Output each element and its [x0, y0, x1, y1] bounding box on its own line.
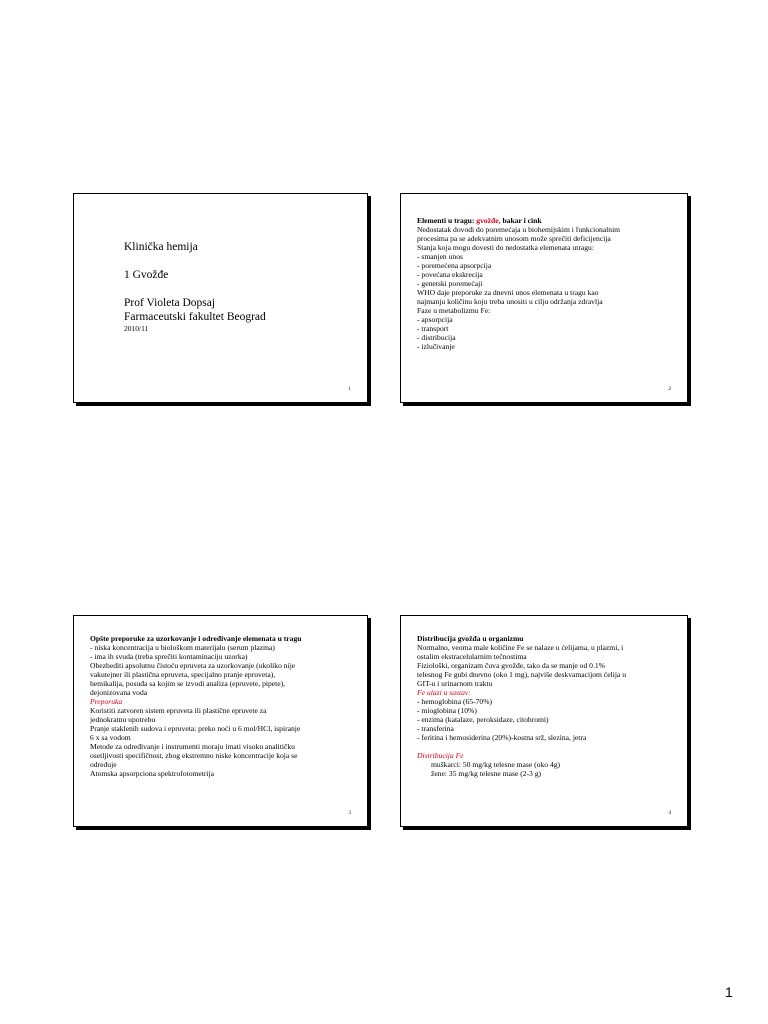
text-line: Obezbediti apsolutnu čistoću epruveta za uzorkovanje (ukoliko nije [90, 661, 296, 670]
text-line: - enzima (katalaze, peroksidaze, citohromi) [417, 715, 549, 724]
slide-content [417, 634, 677, 778]
red-label: Fe ulazi u sastav: [417, 688, 471, 697]
text-line: - transferina [417, 724, 454, 733]
slide-content [417, 216, 677, 351]
text-line: WHO daje preporuke za dnevni unos elemenata u tragu kao [417, 288, 599, 297]
text-line: ostalim ekstracelularnim tečnostima [417, 652, 527, 661]
text-line: Pranje staklenih sudova i epruveta: preko noći u 6 mol/HCl, ispiranje [90, 724, 301, 733]
year: 2010/11 [124, 324, 149, 333]
text-line: određuje [90, 760, 117, 769]
slide-heading: Opšte preporuke za uzorkovanje i određivanje elemenata u tragu [90, 634, 302, 643]
text-line: - transport [417, 324, 449, 333]
text-line: - apsorpcija [417, 315, 453, 324]
slide-heading [417, 216, 677, 225]
slide-2 [400, 193, 688, 403]
text-line: - izlučivanje [417, 342, 455, 351]
text-line: Nedostatak dovodi do poremećaja u biohemijskim i funkcionalnim [417, 225, 621, 234]
text-line: - niska koncentracija u biološkom materijalu (serum plazma) [90, 643, 275, 652]
heading-highlight: gvožđe, [476, 216, 501, 225]
slide-4 [400, 615, 688, 827]
text-line: Metode za određivanje i instrumenti moraju imati visoku analitičku [90, 742, 295, 751]
text-line: 6 x sa vodom [90, 733, 131, 742]
slide-number: 1 [348, 387, 351, 392]
text-line: - feritina i hemosiderina (20%)-kostna srž, slezina, jetra [417, 733, 587, 742]
text-line: telesnog Fe gubi dnevno (oko 1 mg), najviše deskvamacijom ćelija u [417, 670, 626, 679]
red-label: Distribucija Fe [417, 751, 464, 760]
text-line: osetljivosti specifičnost, zbog ekstremno niske koncentracije koja se [90, 751, 298, 760]
heading-prefix: Elementi u tragu: [417, 216, 477, 225]
text-line: Normalno, veoma male količine Fe se nalaze u ćelijama, u plazmi, i [417, 643, 624, 652]
text-line: jednokratnu upotrebu [90, 715, 156, 724]
text-line: Stanja koja mogu dovesti do nedostatka elemenata utragu: [417, 243, 594, 252]
title-block [124, 240, 266, 333]
slide-heading: Distribucija gvožđa u organizmu [417, 634, 524, 643]
text-line: GIT-u i urinarnom traktu [417, 679, 493, 688]
text-line: - povećana ekskrecija [417, 270, 483, 279]
text-line: vakutejner ili plastična epruveta, specijalno pranje epruveta), [90, 670, 276, 679]
text-line: hemikalija, posuđa sa kojim se izvodi analiza (epruvete, pipete), [90, 679, 286, 688]
text-line: procesima pa se adekvatnim unosom može sprečiti deficijencija [417, 234, 611, 243]
heading-suffix: bakar i cink [500, 216, 542, 225]
text-line: najmanju količinu koju treba unositi u cilju održanja zdravlja [417, 297, 603, 306]
slide-1 [73, 193, 368, 403]
slide-title: Klinička hemija [124, 241, 198, 253]
text-line: - mioglobina (10%) [417, 706, 477, 715]
text-line: dejonizovana voda [90, 688, 148, 697]
text-line: muškarci: 50 mg/kg telesne mase (oko 4g) [431, 760, 561, 769]
text-line: - smanjen unos [417, 252, 463, 261]
page-number: 1 [725, 984, 733, 1000]
text-line: - genetski poremećaji [417, 279, 483, 288]
text-line: - hemoglobina (65-70%) [417, 697, 493, 706]
text-line: Faze u metabolizmu Fe: [417, 306, 491, 315]
institution: Farmaceutski fakultet Beograd [124, 311, 266, 323]
slide-3 [73, 615, 368, 827]
text-line: žene: 35 mg/kg telesne mase (2-3 g) [431, 769, 542, 778]
text-line: - distribucija [417, 333, 456, 342]
slide-number: 3 [348, 811, 351, 816]
text-line: - poremećena apsorpcija [417, 261, 492, 270]
slide-number: 4 [668, 811, 671, 816]
slide-content [90, 634, 357, 778]
text-line: Atomska apsorpciona spektrofotometrija [90, 769, 214, 778]
slide-subtitle: 1 Gvožđe [124, 269, 169, 281]
text-line: - ima ih svuda (treba sprečiti kontaminaciju uzorka) [90, 652, 248, 661]
text-line: Koristiti zatvoren sistem epruveta ili plastične epruvete za [90, 706, 267, 715]
slide-number: 2 [668, 387, 671, 392]
author: Prof Violeta Dopsaj [124, 297, 216, 309]
text-line: Fiziološki, organizam čuva gvožđe, tako da se manje od 0.1% [417, 661, 605, 670]
red-label: Preporuka [90, 697, 123, 706]
